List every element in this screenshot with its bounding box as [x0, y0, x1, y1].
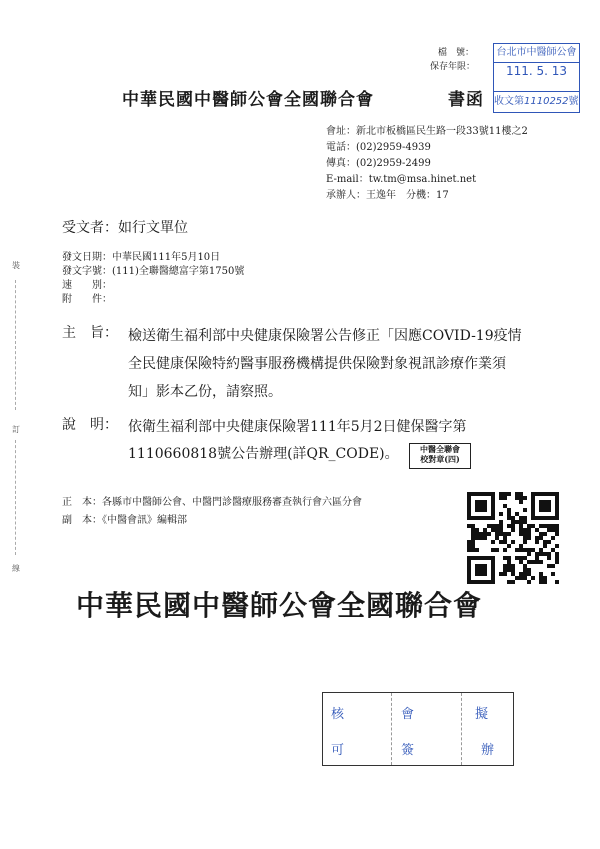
contact-email: E-mail：tw.tm@msa.hinet.net — [326, 174, 477, 185]
meta-date: 發文日期：中華民國111年5月10日 — [62, 252, 221, 263]
qr-module — [543, 580, 547, 584]
approval-divider-2 — [461, 693, 462, 765]
qr-module — [523, 496, 527, 500]
qr-module — [551, 564, 555, 568]
explanation-line-2: 1110660818號公告辦理(詳QR_CODE)。 — [128, 446, 399, 462]
qr-finder — [475, 500, 487, 512]
subject-line-1: 檢送衛生福利部中央健康保險署公告修正「因應COVID-19疫情 — [128, 328, 522, 344]
org-title: 中華民國中醫師公會全國聯合會 — [122, 90, 374, 110]
qr-module — [503, 572, 507, 576]
meta-number: 發文字號：(111)全聯醫總富字第1750號 — [62, 266, 245, 277]
binding-line-top — [15, 280, 16, 410]
qr-module — [495, 548, 499, 552]
subject-label: 主 旨： — [62, 325, 118, 341]
qr-module — [503, 496, 507, 500]
approval-ke: 可 — [331, 743, 345, 758]
binding-line-bottom — [15, 440, 16, 555]
qr-module — [523, 508, 527, 512]
qr-finder — [475, 564, 487, 576]
approval-he: 核 — [331, 707, 345, 722]
approval-ni: 擬 — [475, 707, 489, 722]
qr-module — [511, 528, 515, 532]
qr-module — [519, 500, 523, 504]
doc-type: 書函 — [448, 90, 484, 110]
received-stamp-number-value: 1110252 — [524, 96, 569, 107]
keep-years-label: 保存年限： — [430, 62, 476, 72]
binding-mark-zhuang: 裝 — [12, 261, 20, 270]
qr-module — [527, 536, 531, 540]
qr-module — [547, 556, 551, 560]
proof-seal-line-1: 中醫全聯會 — [420, 444, 460, 454]
qr-code[interactable] — [467, 492, 559, 584]
approval-qian: 簽 — [401, 743, 415, 758]
received-stamp-number-suffix: 號 — [568, 96, 579, 107]
qr-module — [507, 532, 511, 536]
qr-module — [551, 572, 555, 576]
meta-speed: 速 別： — [62, 280, 112, 291]
binding-mark-ding: 訂 — [12, 425, 20, 434]
received-stamp — [493, 43, 580, 113]
qr-module — [491, 540, 495, 544]
file-no-label: 檔 號： — [438, 48, 475, 58]
explanation-line-1: 依衛生福利部中央健康保險署111年5月2日健保醫字第 — [128, 419, 467, 435]
qr-module — [527, 552, 531, 556]
meta-attachment: 附 件： — [62, 294, 112, 305]
qr-module — [543, 544, 547, 548]
received-stamp-org: 台北市中醫師公會 — [494, 44, 579, 63]
qr-module — [555, 580, 559, 584]
received-stamp-number — [494, 91, 579, 112]
subject-line-3: 知」影本乙份，請察照。 — [128, 384, 282, 400]
qr-module — [487, 532, 491, 536]
qr-module — [511, 580, 515, 584]
contact-fax: 傳真：(02)2959-2499 — [326, 158, 431, 169]
qr-module — [551, 536, 555, 540]
copies-main: 正 本：各縣市中醫師公會、中醫門診醫療服務審查執行會六區分會 — [62, 497, 362, 508]
qr-module — [535, 540, 539, 544]
qr-module — [543, 532, 547, 536]
qr-module — [499, 512, 503, 516]
binding-mark-xian: 線 — [12, 564, 20, 573]
org-seal: 中華民國中醫師公會全國聯合會 — [76, 589, 483, 622]
copies-block — [62, 494, 362, 530]
qr-module — [523, 540, 527, 544]
qr-module — [539, 560, 543, 564]
proof-seal — [409, 443, 471, 469]
qr-module — [507, 544, 511, 548]
copies-sub: 副 本：《中醫會訊》編輯部 — [62, 515, 187, 526]
proof-seal-line-2: 校對章(四) — [420, 454, 460, 464]
recipient: 受文者：如行文單位 — [62, 220, 188, 236]
subject-body — [128, 322, 522, 406]
received-stamp-number-prefix: 收文第 — [494, 96, 524, 107]
approval-hui: 會 — [401, 707, 415, 722]
subject-line-2: 全民健康保險特約醫事服務機構提供保險對象視訊診療作業須 — [128, 356, 506, 372]
meta-block — [62, 251, 244, 307]
contact-address: 會址：新北市板橋區民生路一段33號11樓之2 — [326, 126, 528, 137]
qr-module — [511, 540, 515, 544]
qr-finder — [539, 500, 551, 512]
qr-module — [531, 576, 535, 580]
qr-module — [483, 536, 487, 540]
explanation-label: 說 明： — [62, 417, 118, 433]
qr-module — [555, 544, 559, 548]
qr-module — [503, 548, 507, 552]
approval-box — [322, 692, 514, 766]
approval-ban: 辦 — [481, 743, 495, 758]
qr-module — [547, 540, 551, 544]
contact-block — [326, 124, 528, 204]
qr-module — [475, 548, 479, 552]
received-stamp-date: 111. 5. 13 — [505, 64, 568, 78]
qr-module — [555, 532, 559, 536]
contact-phone: 電話：(02)2959-4939 — [326, 142, 431, 153]
approval-divider-1 — [391, 693, 392, 765]
qr-module — [555, 560, 559, 564]
qr-module — [507, 492, 511, 496]
qr-module — [527, 580, 531, 584]
contact-handler: 承辦人：王逸年 分機：17 — [326, 190, 449, 201]
